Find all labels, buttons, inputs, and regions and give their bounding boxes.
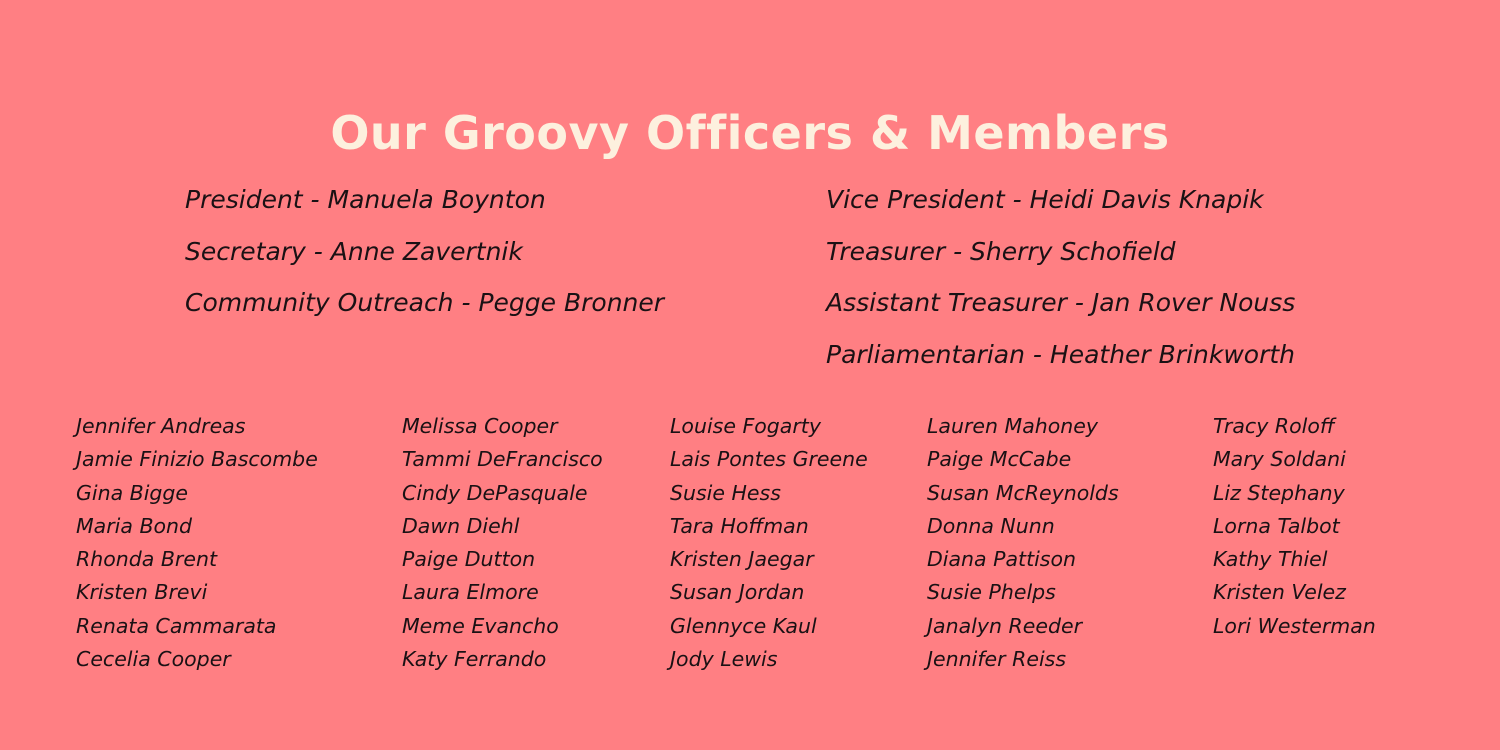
member-name: Susie Phelps	[927, 580, 1056, 605]
officer-secretary: Secretary - Anne Zavertnik	[185, 236, 523, 266]
member-name: Kathy Thiel	[1213, 547, 1328, 572]
member-name: Dawn Diehl	[402, 513, 520, 538]
officer-assistant-treasurer: Assistant Treasurer - Jan Rover Nouss	[826, 288, 1296, 318]
member-name: Donna Nunn	[927, 513, 1055, 538]
member-name: Cecelia Cooper	[76, 647, 231, 672]
members-column-1	[76, 410, 318, 676]
member-name: Maria Bond	[76, 513, 193, 538]
member-name: Lauren Mahoney	[927, 414, 1099, 438]
member-name: Kristen Jaegar	[670, 547, 814, 572]
member-name: Jody Lewis	[670, 647, 778, 672]
member-name: Lorna Talbot	[1213, 513, 1340, 538]
officers-left-column	[185, 174, 664, 329]
member-name: Cindy DePasquale	[402, 480, 588, 505]
member-name: Lori Westerman	[1213, 613, 1376, 638]
member-name: Liz Stephany	[1213, 480, 1345, 505]
members-column-4	[927, 410, 1119, 676]
member-name: Susan McReynolds	[927, 480, 1119, 505]
member-name: Mary Soldani	[1213, 447, 1346, 472]
member-name: Gina Bigge	[76, 480, 189, 505]
member-name: Jamie Finizio Bascombe	[76, 447, 318, 472]
member-name: Kristen Brevi	[76, 580, 208, 605]
officer-parliamentarian: Parliamentarian - Heather Brinkworth	[826, 340, 1296, 370]
members-column-5	[1213, 410, 1376, 643]
member-name: Paige Dutton	[402, 547, 536, 572]
member-name: Glennyce Kaul	[670, 613, 817, 638]
member-name: Janalyn Reeder	[927, 613, 1083, 638]
member-name: Melissa Cooper	[402, 414, 558, 438]
page-title: Our Groovy Officers & Members	[330, 105, 1170, 160]
member-name: Tracy Roloff	[1213, 414, 1335, 438]
member-name: Susan Jordan	[670, 580, 805, 605]
members-column-2	[402, 410, 603, 676]
member-name: Jennifer Reiss	[927, 647, 1067, 672]
member-name: Susie Hess	[670, 480, 781, 505]
officer-president: President - Manuela Boynton	[185, 185, 546, 214]
member-name: Paige McCabe	[927, 447, 1072, 472]
member-name: Katy Ferrando	[402, 647, 547, 672]
member-name: Louise Fogarty	[670, 414, 821, 438]
officer-treasurer: Treasurer - Sherry Schofield	[826, 236, 1176, 266]
members-column-3	[670, 410, 868, 676]
member-name: Rhonda Brent	[76, 547, 217, 572]
member-name: Lais Pontes Greene	[670, 447, 868, 472]
member-name: Kristen Velez	[1213, 580, 1346, 605]
member-name: Diana Pattison	[927, 547, 1077, 572]
officers-right-column	[826, 174, 1295, 381]
officer-community-outreach: Community Outreach - Pegge Bronner	[185, 288, 665, 318]
member-name: Renata Cammarata	[76, 613, 277, 638]
member-name: Tammi DeFrancisco	[402, 447, 603, 472]
member-name: Laura Elmore	[402, 580, 539, 605]
officer-vice-president: Vice President - Heidi Davis Knapik	[826, 185, 1264, 214]
member-name: Tara Hoffman	[670, 513, 809, 538]
member-name: Meme Evancho	[402, 613, 559, 638]
member-name: Jennifer Andreas	[76, 414, 246, 438]
